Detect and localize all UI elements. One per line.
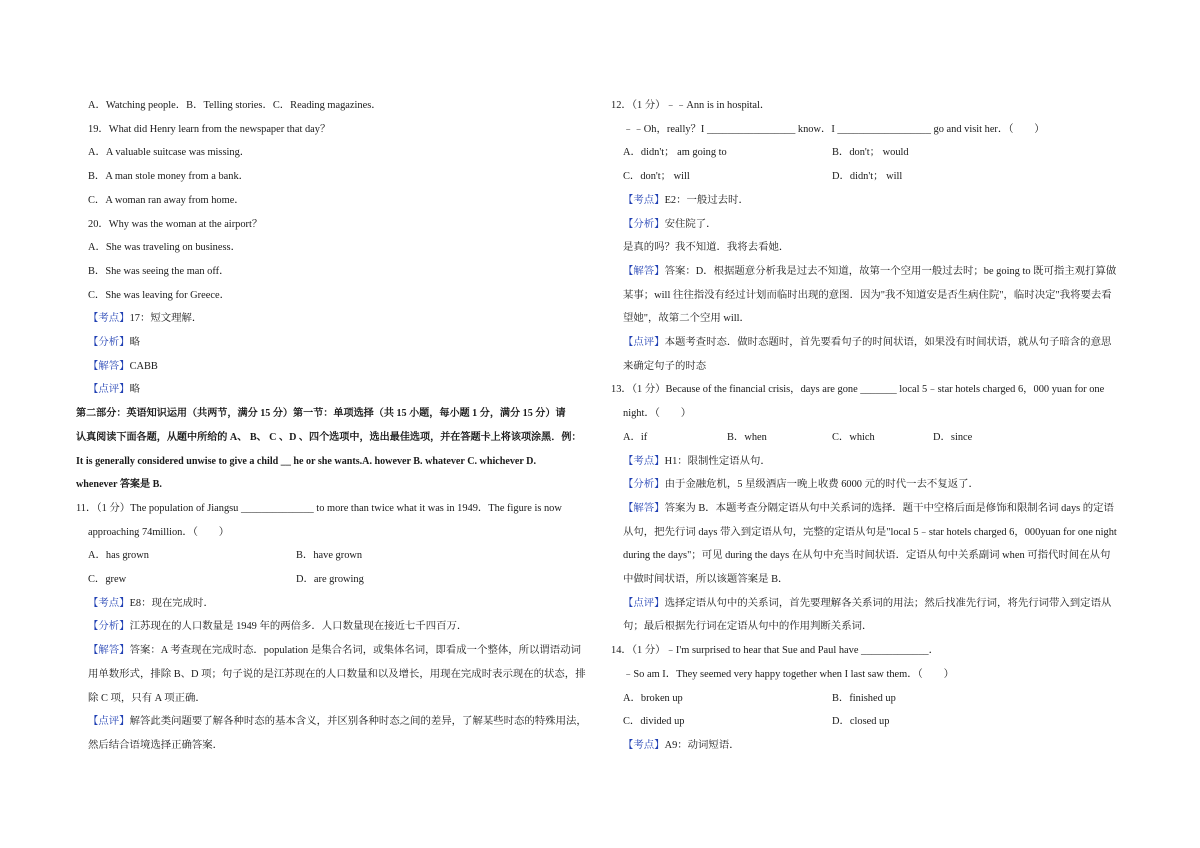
q12-stem-2: ﹣﹣Oh，really？I _________________ know．I __________________ go and visit her．（ ） (623, 123, 1045, 135)
q14-kaodian (611, 734, 1130, 758)
kaodian-text: E8：现在完成时． (129, 597, 214, 609)
q11-stem-2: approaching 74million．（ ） (88, 526, 230, 538)
fenxi-text: 安住院了． (664, 218, 717, 230)
q13-stem-1: 13．（1 分）Because of the financial crisis，days are gone _______ local 5﹣star hotels charged 6，000 yuan for one (611, 384, 1105, 396)
q12-option-d: D．didn't； will (832, 171, 903, 183)
q13-options (611, 426, 1130, 450)
q14-options-row-2 (611, 710, 1130, 734)
q13-option-d: D．since (933, 431, 973, 443)
q12-jieda-1 (611, 260, 1130, 284)
fenxi-text: 略 (129, 337, 140, 349)
q19-stem: 19．What did Henry learn from the newspaper that day？ (88, 123, 331, 135)
q20-option-b: B．She was seeing the man off． (88, 265, 230, 277)
kaodian-tag: 【考点】 (623, 455, 665, 467)
kaodian-text: A9：动词短语． (664, 739, 740, 751)
q11-options-row-2 (76, 568, 592, 592)
q14-option-d: D．closed up (832, 716, 890, 728)
q14-stem-1: 14．（1 分）﹣I'm surprised to hear that Sue and Paul have _____________． (611, 645, 939, 657)
q11-option-b: B．have grown (296, 550, 363, 562)
dianping-text: 略 (129, 384, 140, 396)
q12-option-b: B．don't； would (832, 147, 909, 159)
q11-option-c: C．grew (88, 574, 127, 586)
kaodian-tag: 【考点】 (623, 194, 665, 206)
jieda-text: 答案为 B．本题考查分隔定语从句中关系词的选择．题干中空格后面是修饰和限制名词 days 的定语 (664, 502, 1114, 514)
part2-line-4: whenever 答案是 B. (76, 479, 162, 491)
left-column (76, 94, 592, 758)
q12-dianping-1 (611, 331, 1130, 355)
q13-option-b: B．when (727, 431, 767, 443)
q20-stem: 20．Why was the woman at the airport？ (88, 218, 263, 230)
q12-stem-1: 12．（1 分）﹣﹣Ann is in hospital． (611, 100, 771, 111)
fenxi-text: 由于金融危机，5 星级酒店一晚上收费 6000 元的时代一去不复返了． (664, 479, 979, 491)
q14-stem-2: ﹣So am I．They seemed very happy together when I last saw them．（ ） (623, 668, 954, 680)
fenxi-tag: 【分析】 (623, 218, 665, 230)
sec1-kaodian (76, 307, 592, 331)
q13-fenxi (611, 473, 1130, 497)
kaodian-text: E2：一般过去时． (664, 194, 749, 206)
q12-option-a: A．didn't； am going to (623, 147, 727, 159)
part2-line-3: It is generally considered unwise to give a child __ he or she wants.A. however B. whatever C. whichever D. (76, 455, 536, 467)
q11-kaodian (76, 592, 592, 616)
q13-jieda-1 (611, 497, 1130, 521)
q19-option-a: A．A valuable suitcase was missing． (88, 147, 251, 159)
q11-fenxi (76, 615, 592, 639)
dianping-tag: 【点评】 (88, 716, 130, 728)
q11-jieda-3: 除 C 项，只有 A 项正确． (88, 692, 206, 704)
part2-line-1: 第二部分：英语知识运用（共两节，满分 15 分）第一节：单项选择（共 15 小题，每小题 1 分，满分 15 分）请 (76, 408, 566, 420)
kaodian-tag: 【考点】 (88, 313, 130, 325)
q11-options-row-1 (76, 544, 592, 568)
fenxi-text: 江苏现在的人口数量是 1949 年的两倍多．人口数量现在接近七千四百万． (129, 621, 468, 633)
q11-option-d: D．are growing (296, 574, 364, 586)
q13-dianping-1 (611, 592, 1130, 616)
q13-jieda-3: during the days"；可见 during the days 在从句中充当时间状语．定语从句中关系副词 when 可指代时间在从句 (623, 550, 1111, 562)
q12-fenxi (611, 213, 1130, 237)
q14-option-a: A．broken up (623, 692, 683, 704)
kaodian-text: H1：限制性定语从句． (664, 455, 771, 467)
q11-dianping-1 (76, 710, 592, 734)
q11-dianping-2: 然后结合语境选择正确答案． (88, 739, 224, 751)
dianping-text: 选择定语从句中的关系词，首先要理解各关系词的用法；然后找准先行词，将先行词带入到定语从 (664, 597, 1112, 609)
jieda-tag: 【解答】 (623, 502, 665, 514)
q12-dianping-2: 来确定句子的时态 (623, 360, 707, 372)
q14-option-c: C．divided up (623, 716, 685, 728)
fenxi-tag: 【分析】 (88, 337, 130, 349)
jieda-text: 答案：A 考查现在完成时态．population 是集合名词，或集体名词，即看成一个整体，所以谓语动词 (129, 645, 581, 657)
q20-option-c: C．She was leaving for Greece． (88, 289, 230, 301)
kaodian-tag: 【考点】 (623, 739, 665, 751)
q12-options-row-1 (611, 141, 1130, 165)
right-column (611, 94, 1130, 758)
q18-options: A．Watching people．B．Telling stories．C．Reading magazines． (88, 100, 382, 111)
jieda-tag: 【解答】 (88, 645, 130, 657)
q11-jieda-1 (76, 639, 592, 663)
q11-option-a: A．has grown (88, 550, 149, 562)
q13-jieda-2: 从句，把先行词 days 带入到定语从句，完整的定语从句是"local 5﹣star hotels charged 6，000yuan for one night (623, 526, 1117, 538)
fenxi-tag: 【分析】 (88, 621, 130, 633)
q12-kaodian (611, 189, 1130, 213)
q14-option-b: B．finished up (832, 692, 896, 704)
dianping-text: 本题考查时态．做时态题时，首先要看句子的时间状语，如果没有时间状语，就从句子暗含的意思 (664, 337, 1112, 349)
q13-kaodian (611, 450, 1130, 474)
dianping-tag: 【点评】 (623, 597, 665, 609)
jieda-tag: 【解答】 (623, 265, 665, 277)
q12-options-row-2 (611, 165, 1130, 189)
q13-jieda-4: 中做时间状语，所以该题答案是 B． (623, 574, 789, 586)
q11-stem-1: 11．（1 分）The population of Jiangsu ______________ to more than twice what it was in 1949．The figure is now (76, 502, 562, 514)
dianping-tag: 【点评】 (623, 337, 665, 349)
q11-jieda-2: 用单数形式，排除 B、D 项；句子说的是江苏现在的人口数量和以及增长，用现在完成时表示现在的状态，排 (88, 668, 586, 680)
q13-dianping-2: 句；最后根据先行词在定语从句中的作用判断关系词． (623, 621, 873, 633)
sec1-fenxi (76, 331, 592, 355)
jieda-tag: 【解答】 (88, 360, 130, 372)
kaodian-tag: 【考点】 (88, 597, 130, 609)
q19-option-b: B．A man stole money from a bank． (88, 171, 250, 183)
kaodian-text: 17：短文理解． (129, 313, 203, 325)
part2-line-2: 认真阅读下面各题，从题中所给的 A、 B、 C 、D 、四个选项中，选出最佳选项，并在答题卡上将该项涂黑．例： (76, 431, 582, 443)
dianping-text: 解答此类问题要了解各种时态的基本含义，并区别各种时态之间的差异，了解某些时态的特殊用法， (129, 716, 587, 728)
fenxi-tag: 【分析】 (623, 479, 665, 491)
q19-option-c: C．A woman ran away from home． (88, 194, 245, 206)
q20-option-a: A．She was traveling on business． (88, 242, 241, 254)
jieda-text: 答案：D．根据题意分析我是过去不知道，故第一个空用一般过去时；be going to 既可指主观打算做 (664, 265, 1117, 277)
sec1-dianping (76, 378, 592, 402)
q12-jieda-3: 望她"，故第二个空用 will． (623, 313, 750, 325)
q12-fenxi-2: 是真的吗？我不知道．我将去看她． (623, 242, 790, 254)
q12-jieda-2: 某事；will 往往指没有经过计划而临时出现的意图．因为"我不知道安是否生病住院"，临时决定"我将要去看 (623, 289, 1112, 301)
q12-option-c: C．don't； will (623, 171, 690, 183)
sec1-jieda (76, 355, 592, 379)
q13-option-c: C．which (832, 431, 875, 443)
q13-stem-2: night．（ ） (623, 408, 692, 420)
jieda-text: CABB (129, 360, 158, 372)
dianping-tag: 【点评】 (88, 384, 130, 396)
q13-option-a: A．if (623, 431, 648, 443)
q14-options-row-1 (611, 687, 1130, 711)
